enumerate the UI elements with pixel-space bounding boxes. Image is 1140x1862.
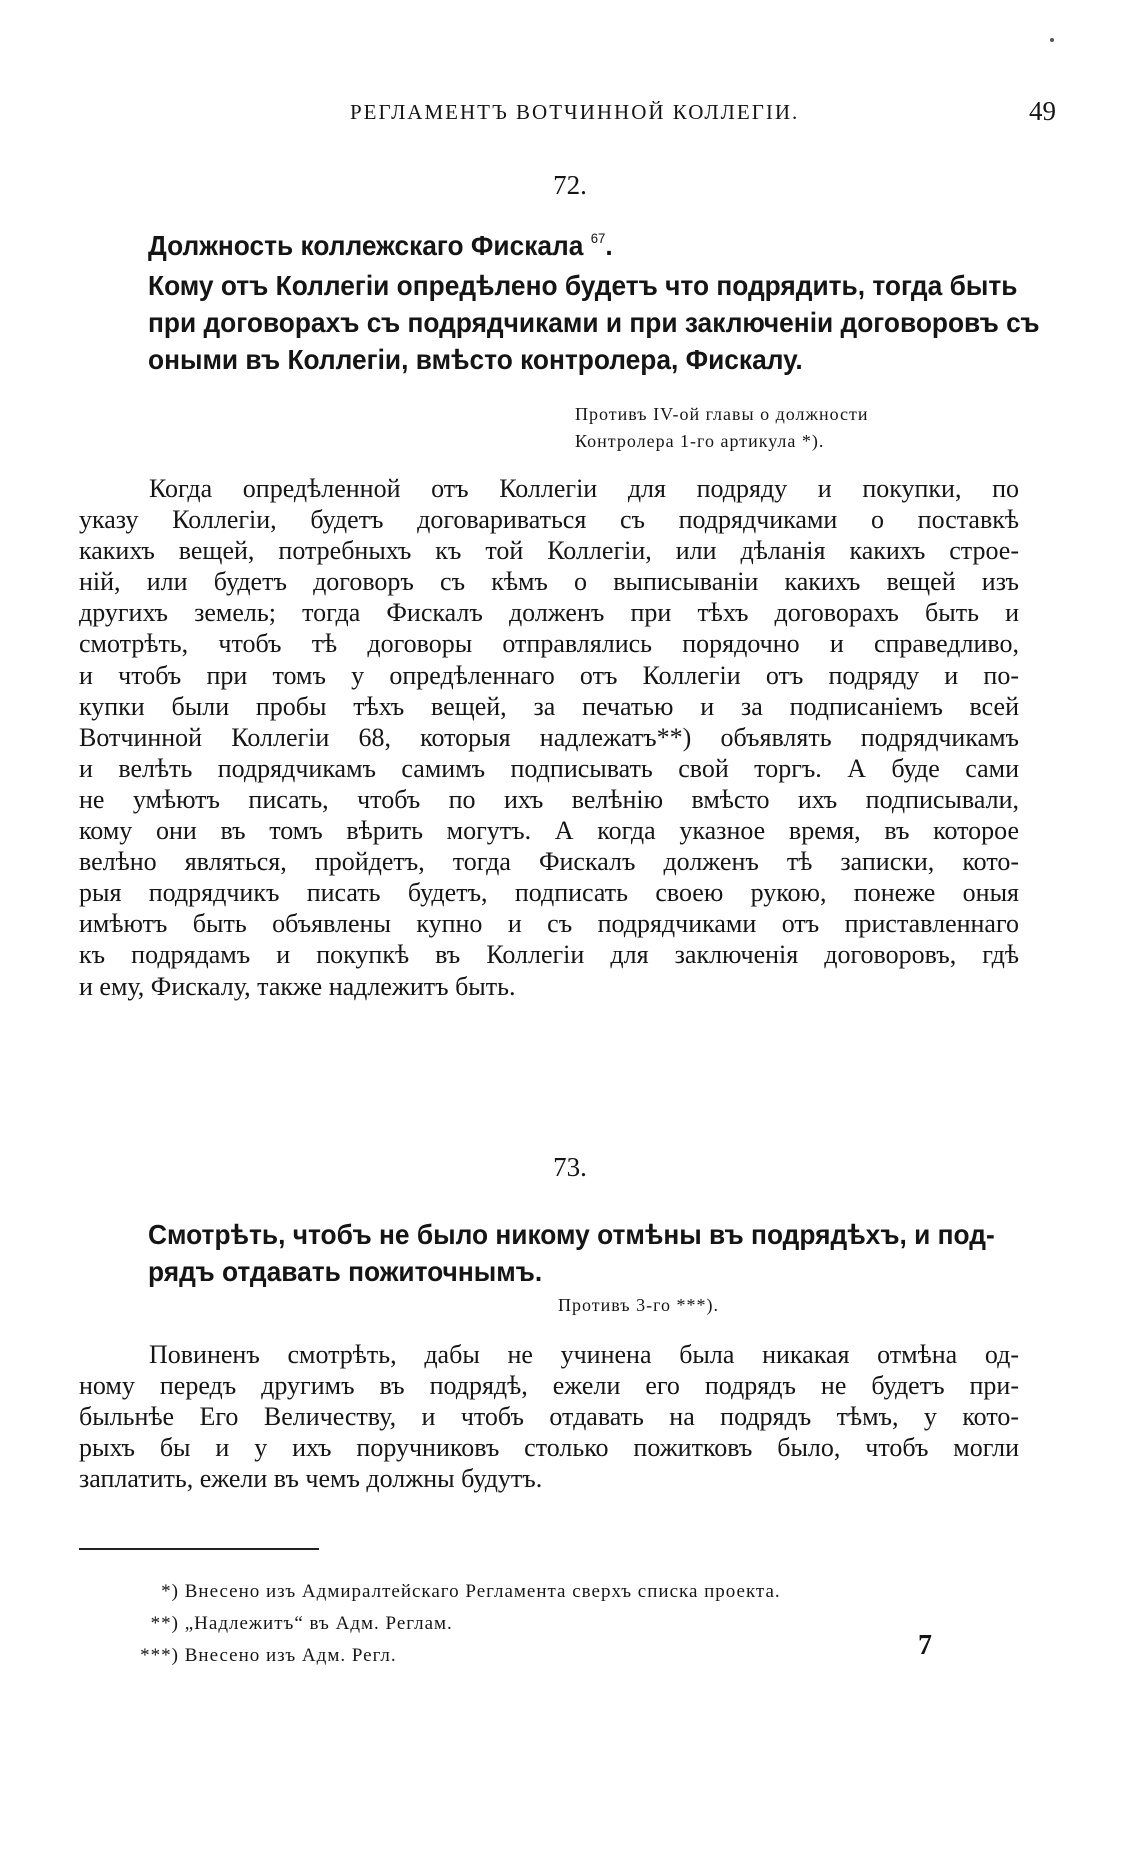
body-line: Вотчинной Коллегіи 68, которыя надлежатъ**) объявлять подрядчикамъ [79,722,1019,752]
section-72-heading [148,267,1040,378]
body-line: и велѣть подрядчикамъ самимъ подписывать свой торгъ. А буде сами [79,753,1019,783]
footnotes [79,1576,979,1672]
footnote-mark: *) [161,1581,179,1602]
body-line: заплатить, ежели въ чемъ должны будутъ. [79,1464,543,1494]
title-note-ref: 67 [590,230,606,246]
heading-line: рядъ отдавать пожиточнымъ. [148,1256,543,1287]
footnote-mark: **) [150,1613,179,1634]
body-line: кому они въ томъ вѣрить могутъ. А когда указное время, въ которое [79,816,1019,846]
body-line: и ему, Фискалу, также надлежитъ быть. [79,971,516,1001]
body-line: рыя подрядчикъ писать будетъ, подписать своею рукою, понеже оныя [79,878,1019,908]
marginal-line: Противъ IV-ой главы о должности [575,404,869,424]
body-line: какихъ вещей, потребныхъ къ той Коллегіи, или дѣланія какихъ строе- [79,536,1019,566]
heading-line: оными въ Коллегіи, вмѣсто контролера, Фискалу. [148,344,803,375]
section-number-72: 72. [553,170,587,200]
heading-line: при договорахъ съ подрядчиками и при заключеніи договоровъ съ [148,307,1040,338]
body-line: и чтобъ при томъ у опредѣленнаго отъ Коллегіи отъ подряду и по- [79,660,1019,690]
title-text: Должность коллежскаго Фискала [148,230,584,261]
section-73-body [79,1339,1019,1494]
signature-mark: 7 [918,1630,932,1661]
body-line: рыхъ бы и у ихъ поручниковъ столько пожитковъ было, чтобъ могли [79,1433,1019,1463]
section-73-heading [148,1216,995,1290]
footnote-divider [79,1548,319,1550]
body-line: быльнѣе Его Величеству, и чтобъ отдавать на подрядъ тѣмъ, у кото- [79,1402,1019,1432]
body-line: Повиненъ смотрѣть, дабы не учинена была никакая отмѣна од- [149,1340,1019,1369]
body-line: другихъ земель; тогда Фискалъ долженъ при тѣхъ договорахъ быть и [79,598,1019,628]
footnote [79,1608,979,1640]
footnote-text: Внесено изъ Адм. Регл. [184,1645,397,1666]
section-72-marginal-note [575,401,869,455]
section-72-body [79,473,1019,1002]
body-line: имѣютъ быть объявлены купно и съ подрядчиками отъ приставленнаго [79,909,1019,939]
body-line: не умѣютъ писать, чтобъ по ихъ велѣнію вмѣсто ихъ подписывали, [79,784,1019,814]
footnote-text: „Надлежитъ“ въ Адм. Реглам. [184,1613,453,1634]
body-line: велѣно являться, пройдетъ, тогда Фискалъ долженъ тѣ записки, кото- [79,847,1019,877]
heading-line: Смотрѣть, чтобъ не было никому отмѣны въ подрядѣхъ, и под- [148,1219,995,1250]
footnote [79,1640,979,1672]
body-line: Когда опредѣленной отъ Коллегіи для подряду и покупки, по [149,474,1019,503]
title-end: . [605,230,613,261]
footnote-mark: ***) [140,1645,179,1666]
body-line: къ подрядамъ и покупкѣ въ Коллегіи для заключенія договоровъ, гдѣ [79,940,1019,970]
marginal-line: Контролера 1-го артикула *). [575,431,825,451]
page-number: 49 [1029,96,1056,126]
body-line: смотрѣть, чтобъ тѣ договоры отправлялись порядочно и справедливо, [79,629,1019,659]
section-72-title [148,230,613,262]
footnote-text: Внесено изъ Адмиралтейскаго Регламента сверхъ списка проекта. [184,1581,781,1602]
heading-line: Кому отъ Коллегіи опредѣлено будетъ что подрядить, тогда быть [148,270,1018,301]
section-73-marginal-note [558,1292,719,1319]
body-line: ному передъ другимъ въ подрядѣ, ежели его подрядъ не будетъ при- [79,1371,1019,1401]
body-line: указу Коллегіи, будетъ договариваться съ подрядчиками о поставкѣ [79,505,1019,535]
body-line: купки были пробы тѣхъ вещей, за печатью и за подписаніемъ всей [79,691,1019,721]
marginal-line: Противъ 3-го ***). [558,1295,720,1315]
section-number-73: 73. [553,1152,587,1182]
scan-speck [1050,38,1054,42]
running-title: РЕГЛАМЕНТЪ ВОТЧИННОЙ КОЛЛЕГІИ. [350,100,800,124]
body-line: ній, или будетъ договоръ съ кѣмъ о выписываніи какихъ вещей изъ [79,567,1019,597]
footnote [79,1576,979,1608]
